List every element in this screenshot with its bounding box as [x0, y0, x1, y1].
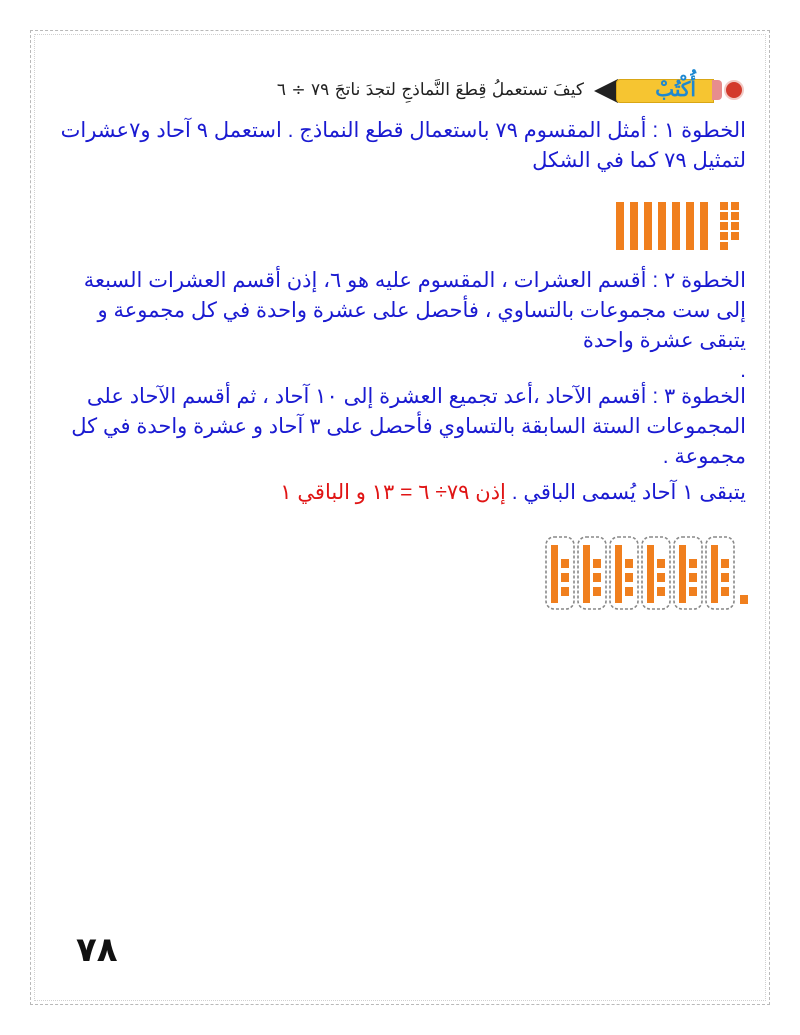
grouped-division-model [542, 535, 752, 613]
ones-cube [625, 573, 633, 582]
ones-cube [689, 573, 697, 582]
ones-cube [721, 587, 729, 596]
step-2-text: الخطوة ٢ : أقسم العشرات ، المقسوم عليه هو ٦، إذن أقسم العشرات السبعة إلى ست مجموعات بالتساوي ، فأحصل على عشرة واحدة في كل مجموعة و يتبقى عشرة واحدة [83, 269, 746, 352]
group-outline [706, 537, 734, 609]
ones-cube [731, 212, 739, 220]
ones-cube [593, 587, 601, 596]
ones-cube [720, 232, 728, 240]
ones-cube [657, 587, 665, 596]
ones-cube [561, 573, 569, 582]
tens-rod [616, 202, 624, 250]
ones-cube [731, 232, 739, 240]
ones-cube [731, 222, 739, 230]
ones-cube [720, 222, 728, 230]
pencil-label: أُكْتُبْ [655, 77, 696, 101]
ones-cube [657, 573, 665, 582]
ones-cube [720, 242, 728, 250]
base-ten-model-79 [612, 198, 752, 254]
ones-cube [689, 559, 697, 568]
lesson-content [56, 116, 746, 508]
bullet-icon [724, 80, 744, 100]
ones-cube [593, 573, 601, 582]
step-2-period: . [740, 359, 746, 382]
ones-cube [593, 559, 601, 568]
ones-cube [721, 559, 729, 568]
remainder-text: يتبقى ١ آحاد يُسمى الباقي . [511, 481, 746, 504]
tens-rod [615, 545, 622, 603]
remainder-line [56, 478, 746, 508]
leftover-ones-cube [740, 595, 748, 604]
ones-cube [625, 587, 633, 596]
tens-rod [711, 545, 718, 603]
group-outline [642, 537, 670, 609]
tens-rod [658, 202, 666, 250]
tens-rod [647, 545, 654, 603]
ones-cube [561, 559, 569, 568]
tens-rod [551, 545, 558, 603]
tens-rod [583, 545, 590, 603]
step-1-text: الخطوة ١ : أمثل المقسوم ٧٩ باستعمال قطع النماذج . استعمل ٩ آحاد و٧عشرات لتمثيل ٧٩ كما في الشكل [60, 119, 746, 172]
ones-cube [657, 559, 665, 568]
tens-rod [686, 202, 694, 250]
ones-cube [720, 212, 728, 220]
section-title: كيفَ تستعملُ قِطعَ النَّماذجِ لتجدَ ناتجَ ٧٩ ÷ ٦ [276, 80, 584, 100]
tens-rod [672, 202, 680, 250]
tens-rod [679, 545, 686, 603]
group-outline [610, 537, 638, 609]
ones-cube [721, 573, 729, 582]
tens-rod [630, 202, 638, 250]
tens-rod [700, 202, 708, 250]
ones-cube [731, 202, 739, 210]
group-outline [578, 537, 606, 609]
result-text: إذن ٧٩÷ ٦ = ١٣ و الباقي ١ [280, 481, 506, 504]
tens-rod [644, 202, 652, 250]
section-header [144, 70, 744, 110]
ones-cube [720, 202, 728, 210]
ones-cube [689, 587, 697, 596]
pencil-icon [594, 77, 714, 103]
ones-cube [561, 587, 569, 596]
group-outline [674, 537, 702, 609]
group-outline [546, 537, 574, 609]
step-3-text: الخطوة ٣ : أقسم الآحاد ،أعد تجميع العشرة إلى ١٠ آحاد ، ثم أقسم الآحاد على المجموعات الستة السابقة بالتساوي فأحصل على ٣ آحاد و عشرة واحدة في كل مجموعة . [71, 385, 746, 468]
ones-cube [625, 559, 633, 568]
page-number: ٧٨ [76, 930, 118, 970]
